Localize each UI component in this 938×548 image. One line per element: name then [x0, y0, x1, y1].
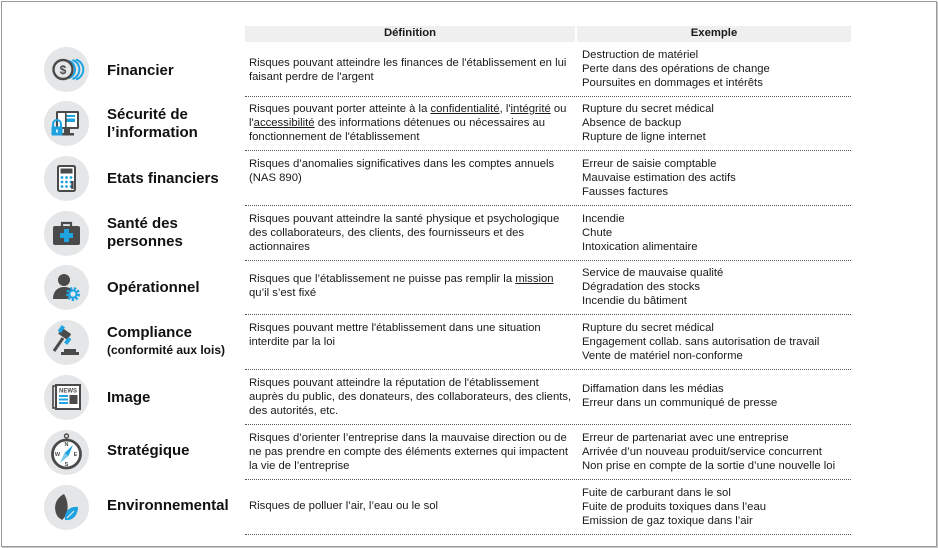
definition-text: Risques pouvant porter atteinte à la: [249, 103, 431, 115]
svg-text:NEWS: NEWS: [59, 388, 77, 394]
row-divider: [245, 314, 851, 315]
risk-category-label: [107, 497, 242, 515]
example-item: Incendie: [582, 213, 625, 225]
example-item: Erreur de saisie comptable: [582, 158, 717, 170]
underlined-term: confidentialité: [430, 103, 500, 115]
row-divider: [245, 150, 851, 151]
risk-category-name: Image: [107, 389, 151, 406]
risk-category-label: [107, 62, 242, 80]
example-item: Engagement collab. sans autorisation de travail: [582, 336, 820, 348]
row-divider: [245, 534, 851, 535]
example-item: Emission de gaz toxique dans l’air: [582, 515, 753, 527]
definition-text: Risques pouvant mettre l'établissement dans une situation interdite par la loi: [249, 322, 541, 348]
example-item: Erreur dans un communiqué de presse: [582, 397, 778, 409]
risk-definition: [249, 376, 574, 418]
risk-category-subtitle: (conformité aux lois): [107, 343, 226, 357]
svg-text:N: N: [64, 441, 69, 448]
risk-definition: [249, 321, 574, 349]
risk-category-label: [107, 324, 242, 359]
example-item: Fausses factures: [582, 186, 669, 198]
risk-definition: [249, 272, 574, 300]
definition-text: Risques d’orienter l’entreprise dans la mauvaise direction ou de ne pas prendre en compte des éléments externes qui impactent la vie de l’entreprise: [249, 432, 569, 472]
risk-definition: [249, 56, 574, 84]
example-item: Rupture de ligne internet: [582, 131, 706, 143]
risk-examples: [582, 48, 857, 90]
risk-category-name: Santé des personnes: [107, 215, 183, 250]
risk-examples: [582, 266, 857, 308]
definition-text: , l': [499, 103, 511, 115]
svg-text:$: $: [59, 62, 67, 77]
row-divider: [245, 96, 851, 97]
definition-text: qu’il s’est fixé: [249, 287, 317, 299]
example-item: Diffamation dans les médias: [582, 383, 724, 395]
example-item: Absence de backup: [582, 117, 682, 129]
example-item: Vente de matériel non-conforme: [582, 350, 743, 362]
example-item: Service de mauvaise qualité: [582, 267, 724, 279]
risk-definition: [249, 431, 574, 473]
row-divider: [245, 479, 851, 480]
risk-category-label: [107, 279, 242, 297]
example-item: Incendie du bâtiment: [582, 295, 687, 307]
risk-category-name: Opérationnel: [107, 279, 200, 296]
example-item: Dégradation des stocks: [582, 281, 701, 293]
definition-text: Risques que l’établissement ne puisse pas remplir la: [249, 273, 516, 285]
example-item: Perte dans des opérations de change: [582, 63, 770, 75]
underlined-term: intégrité: [510, 103, 551, 115]
example-item: Rupture du secret médical: [582, 322, 714, 334]
example-item: Erreur de partenariat avec une entreprise: [582, 432, 789, 444]
computer-lock-icon: [44, 101, 89, 146]
definition-text: Risques d’anomalies significatives dans les comptes annuels (NAS 890): [249, 158, 555, 184]
example-item: Rupture du secret médical: [582, 103, 714, 115]
svg-text:E: E: [73, 451, 78, 458]
example-item: Fuite de carburant dans le sol: [582, 487, 731, 499]
example-item: Non prise en compte de la sortie d’une nouvelle loi: [582, 460, 836, 472]
row-divider: [245, 424, 851, 425]
example-item: Arrivée d’un nouveau produit/service concurrent: [582, 446, 822, 458]
risk-category-label: [107, 170, 242, 188]
risk-category-label: [107, 106, 207, 142]
risk-examples: [582, 382, 857, 410]
row-divider: [245, 260, 851, 261]
risk-category-name: Financier: [107, 62, 174, 79]
column-header-definition: Définition: [245, 26, 575, 42]
column-header-example: Exemple: [577, 26, 851, 42]
risk-definition: [249, 212, 574, 254]
gavel-icon: [44, 320, 89, 365]
example-item: Destruction de matériel: [582, 49, 699, 61]
risk-category-label: [107, 389, 242, 407]
row-divider: [245, 205, 851, 206]
newspaper-icon: [44, 375, 89, 420]
example-item: Chute: [582, 227, 613, 239]
calculator-icon: [44, 156, 89, 201]
risk-examples: [582, 486, 857, 528]
risk-category-name: Sécurité de l’information: [107, 106, 198, 141]
compass-icon: [44, 430, 89, 475]
definition-text: Risques de polluer l’air, l’eau ou le sol: [249, 500, 439, 512]
risk-examples: [582, 157, 857, 199]
risk-definition: [249, 102, 574, 144]
row-divider: [245, 369, 851, 370]
definition-text: Risques pouvant atteindre les finances de l'établissement en lui faisant perdre de l'argent: [249, 57, 567, 83]
example-item: Intoxication alimentaire: [582, 241, 698, 253]
risk-examples: [582, 321, 857, 363]
medical-kit-icon: [44, 211, 89, 256]
underlined-term: mission: [515, 273, 554, 285]
svg-text:W: W: [54, 451, 61, 458]
risk-definition: [249, 157, 574, 185]
underlined-term: accessibilité: [253, 117, 315, 129]
coin-stack-icon: [44, 47, 89, 92]
definition-text: Risques pouvant atteindre la réputation de l'établissement auprès du public, des donateurs, des collaborateurs, des clients, des autorités, etc.: [249, 377, 572, 417]
risk-category-label: [107, 215, 207, 251]
example-item: Poursuites en dommages et intérêts: [582, 77, 763, 89]
svg-text:S: S: [64, 461, 69, 468]
definition-text: des informations détenues ou nécessaires au fonctionnement de l'établissement: [249, 117, 546, 143]
example-item: Fuite de produits toxiques dans l’eau: [582, 501, 767, 513]
risk-category-name: Environnemental: [107, 497, 229, 514]
risk-category-name: Stratégique: [107, 442, 190, 459]
risk-category-name: Compliance: [107, 324, 193, 341]
user-gear-icon: [44, 265, 89, 310]
example-item: Mauvaise estimation des actifs: [582, 172, 736, 184]
risk-category-label: [107, 442, 242, 460]
risk-examples: [582, 431, 857, 473]
definition-text: Risques pouvant atteindre la santé physique et psychologique des collaborateurs, des clients, des fournisseurs et des actionnaires: [249, 213, 560, 253]
risk-examples: [582, 102, 857, 144]
risk-examples: [582, 212, 857, 254]
risk-definition: [249, 499, 574, 513]
leaves-icon: [44, 485, 89, 530]
risk-category-name: Etats financiers: [107, 170, 219, 187]
definition-text: ou l': [249, 103, 567, 129]
